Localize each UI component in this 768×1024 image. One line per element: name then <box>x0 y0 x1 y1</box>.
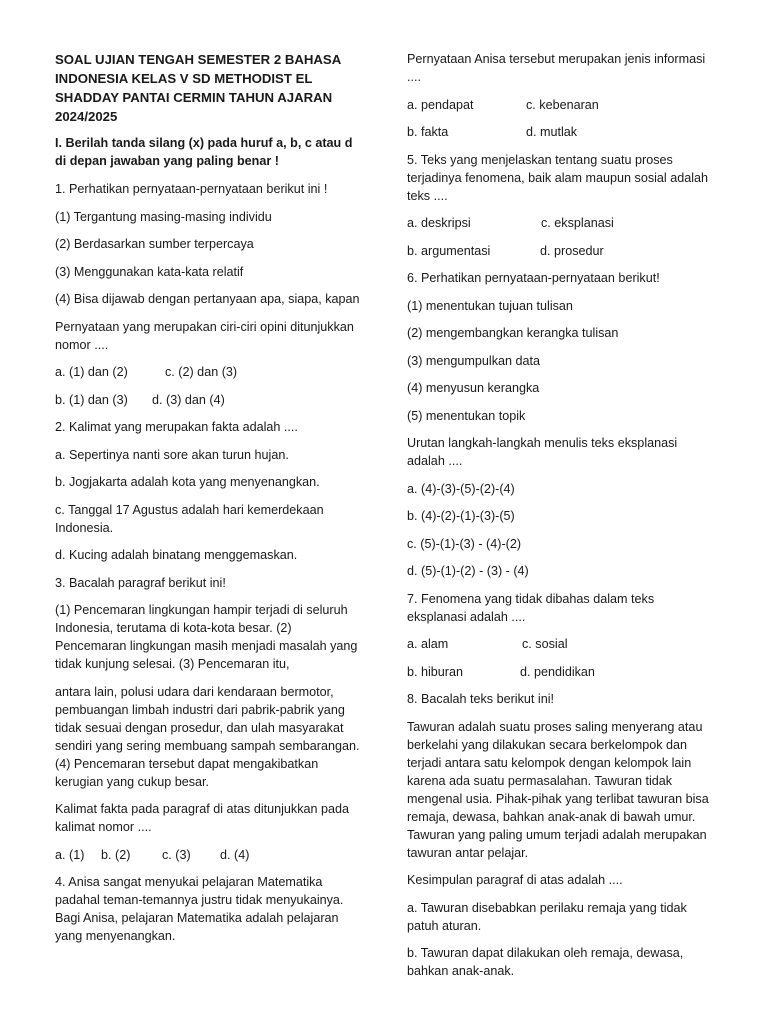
q1-stem: 1. Perhatikan pernyataan-pernyataan berikut ini ! <box>55 182 328 196</box>
q7-option-c: c. sosial <box>522 637 568 651</box>
q6-item: (1) menentukan tujuan tulisan <box>407 298 573 313</box>
q5-option-c: c. eksplanasi <box>541 216 614 230</box>
q4-option-c: c. kebenaran <box>526 97 599 112</box>
q2-option-d: d. Kucing adalah binatang menggemaskan. <box>55 548 298 562</box>
q6-item: (2) mengembangkan kerangka tulisan <box>407 326 619 340</box>
exam-title: SOAL UJIAN TENGAH SEMESTER 2 BAHASA INDONESIA KELAS V SD METHODIST EL SHADDAY PANTAI CERMIN TAHUN AJARAN 2024/2025 <box>55 52 341 124</box>
q7-option-d: d. pendidikan <box>520 664 595 679</box>
q6-question: Urutan langkah-langkah menulis teks eksplanasi adalah .... <box>407 436 678 468</box>
q8-option-b: b. Tawuran dapat dilakukan oleh remaja, dewasa, bahkan anak-anak. <box>407 946 684 978</box>
q6-option-a: a. (4)-(3)-(5)-(2)-(4) <box>407 481 515 496</box>
q3-stem: 3. Bacalah paragraf berikut ini! <box>55 575 226 590</box>
q4-options-row <box>407 123 713 141</box>
q7-option-b: b. hiburan <box>407 664 464 679</box>
q2-option-a: a. Sepertinya nanti sore akan turun hujan. <box>55 447 289 462</box>
q8-option-a: a. Tawuran disebabkan perilaku remaja yang tidak patuh aturan. <box>407 900 687 933</box>
q1-options-row <box>55 391 363 409</box>
q4-option-a: a. pendapat <box>407 97 474 112</box>
q3-option-c: c. (3) <box>162 847 191 862</box>
q6-option-c: c. (5)-(1)-(3) - (4)-(2) <box>407 536 522 551</box>
q6-item: (5) menentukan topik <box>407 408 526 423</box>
q6-item: (4) menyusun kerangka <box>407 381 540 395</box>
q5-options-row <box>407 214 713 232</box>
q8-paragraph: Tawuran adalah suatu proses saling menyerang atau berkelahi yang dilakukan secara berkelompok dan terjadi antara satu kelompok dengan kelompok lain karena ada suatu permasalahan. Tawuran tidak mengenal usia. Pihak-pihak yang terlibat tawuran bisa remaja, dewasa, bahkan anak-anak di bawah umur. Tawuran yang paling umum terjadi adalah merupakan tawuran antar pelajar. <box>407 719 709 860</box>
right-column <box>407 50 713 990</box>
q2-option-b: b. Jogjakarta adalah kota yang menyenangkan. <box>55 475 320 489</box>
q1-option-a: a. (1) dan (2) <box>55 365 128 379</box>
q1-option-b: b. (1) dan (3) <box>55 392 128 407</box>
q1-item: (1) Tergantung masing-masing individu <box>55 209 272 224</box>
q3-option-b: b. (2) <box>101 847 131 862</box>
q2-stem: 2. Kalimat yang merupakan fakta adalah .... <box>55 420 298 434</box>
q4-question: Pernyataan Anisa tersebut merupakan jenis informasi .... <box>407 52 706 84</box>
q3-paragraph: (1) Pencemaran lingkungan hampir terjadi di seluruh Indonesia, terutama di kota-kota besar. (2) Pencemaran lingkungan masih menjadi masalah yang tidak kunjung selesai. (3) Pencemaran itu, <box>55 603 358 671</box>
q4-options-row <box>407 96 713 114</box>
q5-option-a: a. deskripsi <box>407 216 471 230</box>
q4-option-d: d. mutlak <box>526 125 578 139</box>
q3-option-a: a. (1) <box>55 847 85 862</box>
q4-option-b: b. fakta <box>407 125 449 139</box>
q7-options-row <box>407 663 713 681</box>
q5-options-row <box>407 242 713 260</box>
q2-option-c: c. Tanggal 17 Agustus adalah hari kemerdekaan Indonesia. <box>55 502 324 535</box>
q6-stem: 6. Perhatikan pernyataan-pernyataan berikut! <box>407 271 660 285</box>
q8-question: Kesimpulan paragraf di atas adalah .... <box>407 873 623 887</box>
q1-option-c: c. (2) dan (3) <box>165 365 238 379</box>
q4-stem: 4. Anisa sangat menyukai pelajaran Matematika padahal teman-temannya justru tidak menyukainya. Bagi Anisa, pelajaran Matematika adalah pelajaran yang menyenangkan. <box>55 875 344 943</box>
q1-question: Pernyataan yang merupakan ciri-ciri opini ditunjukkan nomor .... <box>55 319 354 352</box>
q8-stem: 8. Bacalah teks berikut ini! <box>407 692 555 706</box>
q7-stem: 7. Fenomena yang tidak dibahas dalam teks eksplanasi adalah .... <box>407 591 655 624</box>
q1-option-d: d. (3) dan (4) <box>152 392 225 407</box>
q5-option-b: b. argumentasi <box>407 243 491 258</box>
q3-options-row <box>55 846 363 864</box>
q3-question: Kalimat fakta pada paragraf di atas ditunjukkan pada kalimat nomor .... <box>55 802 350 834</box>
q5-stem: 5. Teks yang menjelaskan tentang suatu proses terjadinya fenomena, baik alam maupun sosial adalah teks .... <box>407 152 709 203</box>
q7-option-a: a. alam <box>407 637 449 651</box>
q3-option-d: d. (4) <box>220 847 250 862</box>
instruction: I. Berilah tanda silang (x) pada huruf a, b, c atau d di depan jawaban yang paling benar ! <box>55 136 353 168</box>
q1-item: (4) Bisa dijawab dengan pertanyaan apa, siapa, kapan <box>55 292 360 306</box>
q3-paragraph: antara lain, polusi udara dari kendaraan bermotor, pembuangan limbah industri dari pabrik-pabrik yang tidak sesuai dengan prosedur, dan ulah masyarakat sendiri yang sering membuang sampah sembarangan. (4) Pencemaran tersebut dapat mengakibatkan kerugian yang cukup besar. <box>55 684 360 789</box>
q1-item: (3) Menggunakan kata-kata relatif <box>55 264 244 279</box>
q1-options-row <box>55 363 363 381</box>
q1-item: (2) Berdasarkan sumber terpercaya <box>55 237 254 251</box>
q6-item: (3) mengumpulkan data <box>407 353 541 368</box>
q7-options-row <box>407 635 713 653</box>
q5-option-d: d. prosedur <box>540 243 604 258</box>
q6-option-b: b. (4)-(2)-(1)-(3)-(5) <box>407 509 515 523</box>
left-column <box>55 50 363 955</box>
q6-option-d: d. (5)-(1)-(2) - (3) - (4) <box>407 564 529 578</box>
